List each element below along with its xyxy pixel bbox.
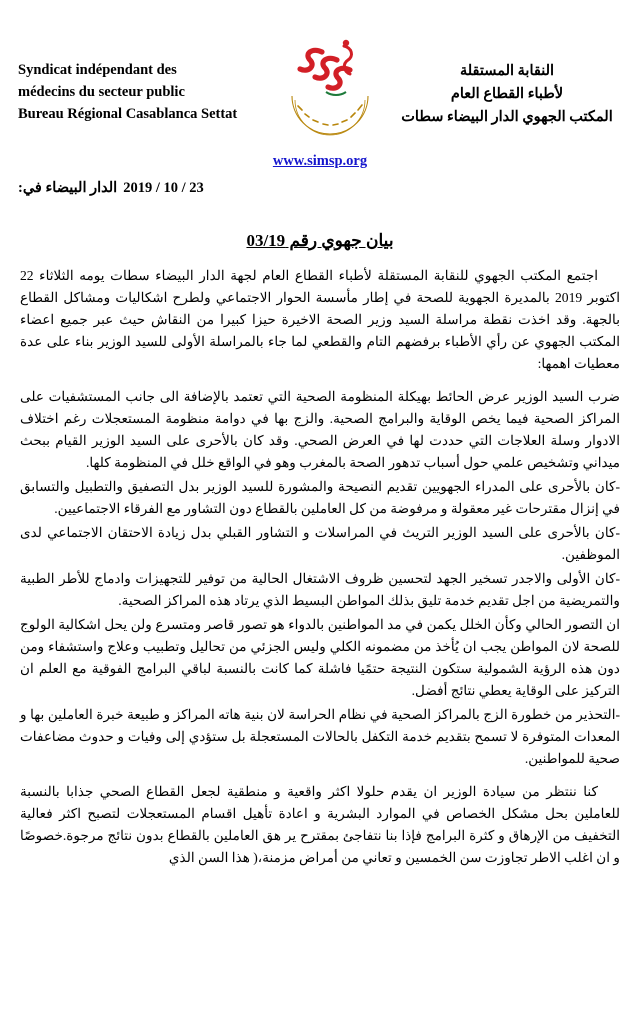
org-french-line-1: Syndicat indépendant des <box>18 62 177 78</box>
document-header <box>18 26 622 146</box>
org-french-line-2: médecins du secteur public <box>18 83 185 100</box>
simsp-logo <box>282 34 378 138</box>
org-arabic-line-3: المكتب الجهوي الدار البيضاء سطات <box>401 108 613 125</box>
website-line <box>18 152 622 170</box>
paragraph-3: -كان بالأحرى على المدراء الجهويين تقديم النصيحة والمشورة للسيد الوزير بدل التصفيق والتطبيل والتسابق في إنزال مقترحات غير معقولة و مرفوضة من كل العاملين بالقطاع دون التشاور مع الفرقاء الاجتماعيين. <box>20 479 620 517</box>
date-value: 23 / 10 / 2019 <box>123 180 204 196</box>
date-line <box>18 180 622 197</box>
org-name-french <box>18 26 268 125</box>
paragraph-1: اجتمع المكتب الجهوي للنقابة المستقلة لأطباء القطاع العام لجهة الدار البيضاء سطات يومه الثلاثاء 22 اكتوبر 2019 بالمديرة الجهوية للصحة في إطار مأسسة الحوار الاجتماعي ولطرح اشكاليات ومشاكل القطاع بالجهة. وقد اخذت نقطة مراسلة السيد وزير الصحة الاخيرة حيزا كبيرا من النقاش حيث عبر جميع اعضاء المكتب الجهوي عن رأي الأطباء برفضهم التام والقطعي لما جاء بالمراسلة الأولى للسيد الوزير بناء على عدة معطيات اهمها: <box>20 268 620 372</box>
org-name-arabic <box>392 26 622 129</box>
document-body <box>18 265 622 869</box>
logo-container <box>270 26 390 138</box>
paragraph-6: ان التصور الحالي وكأن الخلل يكمن في مد المواطنين بالدواء هو تصور قاصر ومتسرع ولن يحل اشكالية الولوج للصحة لان المواطن يجب ان يُأخذ من مضمونه الكلي وليس الجزئي من تحاليل وتطبيب وعلاج واستشفاء ومن دون هذه الرؤية الشمولية ستكون النتيجة حتمًيا فاشلة كما كانت بالنسبة لباقي البرامج الفوقية مع العلم ان التركيز على الوقاية يعطي نتائج أفضل. <box>20 617 620 699</box>
website-link[interactable]: www.simsp.org <box>272 153 368 169</box>
paragraph-8: كنا ننتظر من سيادة الوزير ان يقدم حلولا اكثر واقعية و منطقية لجعل القطاع الصحي جذابا بالنسبة للعاملين بحل مشكل الخصاص في الموارد البشرية و اعادة تأهيل اقسام المستعجلات لتصبح اكثر فعالية التخفيف من الإرهاق و كثرة البرامج فإذا بنا نتفاجئ بمقترح ير هق العاملين بالقطاع بدون نتائج مرجوة.خصوصًا و ان اغلب الاطر تجاوزت سن الخمسين و تعاني من أمراض مزمنة،( هذا السن الذي <box>20 784 620 866</box>
paragraph-5: -كان الأولى والاجدر تسخير الجهد لتحسين ظروف الاشتغال الحالية من توفير للتجهيزات وادماج للأطر الطبية والتمريضية من اجل تقديم خدمة تليق بذلك المواطن البسيط الذي يرتاد هذه المراكز الصحية. <box>20 571 620 609</box>
org-arabic-line-2: لأطباء القطاع العام <box>450 85 564 102</box>
paragraph-2: ضرب السيد الوزير عرض الحائط بهيكلة المنظومة الصحية التي تعتمد بالإضافة الى جانب المستشفيات على المراكز الصحية فيما يخص الوقاية والبرامج الصحية. والزج بها في دوامة منظومة المستعجلات رغم اختلاف الادوار وسلة العلاجات التي حددت لها في العرض الصحي. وقد كان بالأحرى على السيد الوزير القيام ببحث ميداني وتشخيص علمي حول أسباب تدهور الصحة بالمغرب وهو في الواقع خلل في المنظومة كلها. <box>20 389 620 471</box>
page-title: بيان جهوي رقم 03/19 <box>246 231 394 250</box>
org-arabic-line-1: النقابة المستقلة <box>459 63 555 79</box>
paragraph-4: -كان بالأحرى على السيد الوزير التريث في المراسلات و التشاور القبلي بدل زيادة الاحتقان الاجتماعي لدى الموظفين. <box>20 525 620 563</box>
date-label: الدار البيضاء في: <box>18 180 118 196</box>
org-french-line-3: Bureau Régional Casablanca Settat <box>18 105 238 122</box>
paragraph-7: -التحذير من خطورة الزج بالمراكز الصحية في نظام الحراسة لان بنية هاته المراكز و طبيعة خبرة العاملين بها و المعدات المتوفرة لا تسمح بتقديم خدمة التكفل بالحالات المستعجلة بل ستؤدي إلى وفيات و حدوث مضاعفات صحية للمواطنين. <box>20 707 620 767</box>
